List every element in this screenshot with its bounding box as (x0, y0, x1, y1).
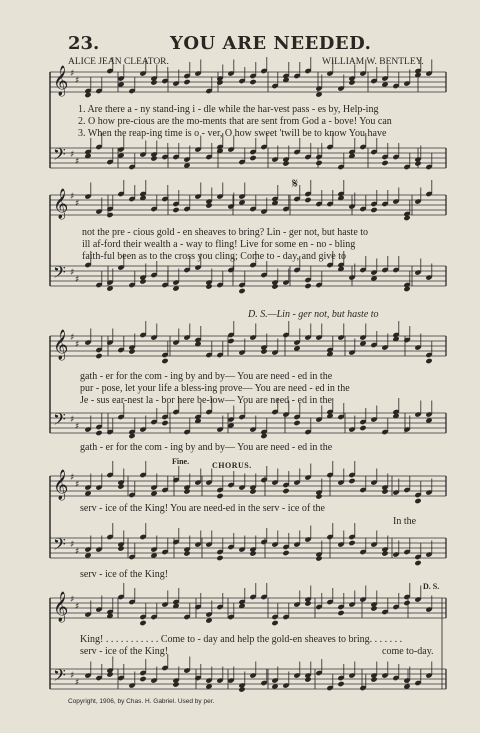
lyric-verse-3: Je - sus ear-nest la - bor here be-low— You are need - ed in the (80, 395, 332, 406)
treble-clef-icon: 𝄞 (53, 470, 69, 500)
hymn-number: 23. (68, 33, 100, 54)
composer-credit: WILLIAM W. BENTLEY. (322, 57, 424, 67)
note-head (216, 79, 223, 85)
sharp-icon: ♯ (70, 69, 75, 79)
note-head (414, 498, 421, 504)
sharp-icon: ♯ (75, 547, 80, 557)
treble-clef-icon: 𝄞 (53, 189, 69, 219)
lyric-bass-line: gath - er for the com - ing by and by— You are need - ed in the (80, 442, 333, 453)
bass-clef-icon: 𝄢 (53, 665, 66, 689)
note-head (260, 433, 267, 439)
treble-clef-icon: 𝄞 (53, 592, 69, 622)
note-head (304, 197, 311, 203)
note-head (216, 493, 223, 499)
lyric-verse-3: 3. When the reap-ing time is o - ver, O how sweet 'twill be to know You have (78, 128, 387, 139)
note-head (172, 681, 179, 687)
copyright-notice: Copyright, 1906, by Chas. H. Gabriel. Used by per. (68, 698, 215, 705)
dal-segno-lyric: D. S.—Lin - ger not, but haste to (248, 309, 379, 320)
note-head (425, 358, 432, 364)
note-head (128, 433, 135, 439)
note-head (403, 286, 410, 292)
note-head (403, 215, 410, 221)
lyric-verse-1: gath - er for the com - ing by and by— You are need - ed in the (80, 371, 333, 382)
sharp-icon: ♯ (70, 415, 75, 425)
note-head (271, 620, 278, 626)
sharp-icon: ♯ (70, 671, 75, 681)
sharp-icon: ♯ (75, 480, 80, 490)
lyric-verse-1: not the pre - cious gold - en sheaves to bring? Lin - ger not, but haste to (82, 227, 369, 238)
lyric-bass-line: serv - ice of the King! (80, 646, 169, 657)
note-head (370, 207, 377, 213)
note-head (370, 676, 377, 682)
note-head (337, 681, 344, 687)
note-head (183, 550, 190, 556)
lyric-verse-2: 2. O how pre-cious are the mo-ments that are sent from God a - bove! You can (78, 116, 392, 127)
note-head (249, 488, 256, 494)
sharp-icon: ♯ (75, 678, 80, 688)
note-head (150, 155, 157, 161)
sharp-icon: ♯ (70, 150, 75, 160)
note-head (117, 483, 124, 489)
note-head (414, 160, 421, 166)
lyric-verse-2: pur - pose, let your life a bless-ing prove— You are need - ed in the (80, 383, 350, 394)
chorus-marking: CHORUS. (212, 461, 252, 470)
lyric-verse-2: ill af-ford their wealth a - way to fling! Live for some en - no - bling (82, 239, 356, 250)
bass-clef-icon: 𝄢 (53, 534, 66, 558)
note-head (249, 79, 256, 85)
dal-segno-marking: D. S. (423, 582, 440, 591)
note-head (304, 283, 311, 289)
sharp-icon: ♯ (70, 268, 75, 278)
note-head (381, 488, 388, 494)
note-head (84, 92, 91, 98)
sharp-icon: ♯ (70, 192, 75, 202)
segno-icon: 𝄋 (292, 176, 299, 192)
note-head (370, 605, 377, 611)
fine-marking: Fine. (172, 457, 190, 466)
bass-clef-icon: 𝄢 (53, 262, 66, 286)
note-head (348, 540, 355, 546)
note-head (95, 353, 102, 359)
sharp-icon: ♯ (75, 602, 80, 612)
lyric-verse-3: faith-ful been as to the cross you cling; Come to - day, and give to (82, 251, 347, 262)
note-head (150, 79, 157, 85)
sharp-icon: ♯ (75, 275, 80, 285)
note-head (282, 488, 289, 494)
bass-clef-icon: 𝄢 (53, 409, 66, 433)
note-head (161, 358, 168, 364)
note-head (315, 555, 322, 561)
note-head (381, 160, 388, 166)
treble-clef-icon: 𝄞 (53, 66, 69, 96)
note-head (238, 288, 245, 294)
sharp-icon: ♯ (75, 157, 80, 167)
note-head (249, 550, 256, 556)
note-head (282, 160, 289, 166)
sharp-icon: ♯ (70, 540, 75, 550)
note-head (337, 610, 344, 616)
note-head (249, 155, 256, 161)
note-head (414, 560, 421, 566)
note-head (95, 430, 102, 436)
note-head (403, 600, 410, 606)
note-head (183, 488, 190, 494)
sharp-icon: ♯ (75, 199, 80, 209)
lyric-bass-line-end: come to-day. (382, 646, 434, 657)
note-head (282, 550, 289, 556)
note-head (348, 79, 355, 85)
note-head (293, 420, 300, 426)
note-head (106, 671, 113, 677)
note-head (161, 420, 168, 426)
note-head (271, 283, 278, 289)
note-head (260, 348, 267, 354)
sharp-icon: ♯ (75, 422, 80, 432)
sharp-icon: ♯ (70, 473, 75, 483)
note-head (139, 278, 146, 284)
note-head (359, 425, 366, 431)
lyric-chorus-line: serv - ice of the King! You are need-ed in the serv - ice of the (80, 503, 325, 514)
note-head (348, 478, 355, 484)
note-head (183, 79, 190, 85)
note-head (315, 160, 322, 166)
note-head (205, 283, 212, 289)
note-head (172, 207, 179, 213)
note-head (139, 676, 146, 682)
note-head (205, 202, 212, 208)
note-head (128, 348, 135, 354)
note-head (315, 493, 322, 499)
note-head (381, 550, 388, 556)
note-head (304, 676, 311, 682)
note-head (238, 686, 245, 692)
bass-clef-icon: 𝄢 (53, 144, 66, 168)
lyric-alto-line: In the (393, 516, 417, 527)
lyric-verse-1: 1. Are there a - ny stand-ing i - dle while the har-vest pass - es by, Help-ing (78, 104, 379, 115)
treble-clef-icon: 𝄞 (53, 330, 69, 360)
hymn-title: YOU ARE NEEDED. (170, 33, 372, 54)
note-head (106, 212, 113, 218)
sharp-icon: ♯ (75, 340, 80, 350)
note-head (117, 545, 124, 551)
note-head (304, 600, 311, 606)
note-head (216, 555, 223, 561)
lyric-chorus-line: King! . . . . . . . . . . . Come to - day and help the gold-en sheaves to bring. . . . . . . (80, 634, 403, 645)
sharp-icon: ♯ (75, 76, 80, 86)
lyric-bass-line: serv - ice of the King! (80, 569, 169, 580)
sharp-icon: ♯ (70, 333, 75, 343)
note-head (139, 620, 146, 626)
sharp-icon: ♯ (70, 595, 75, 605)
author-credit: ALICE JEAN CLEATOR. (68, 57, 169, 67)
